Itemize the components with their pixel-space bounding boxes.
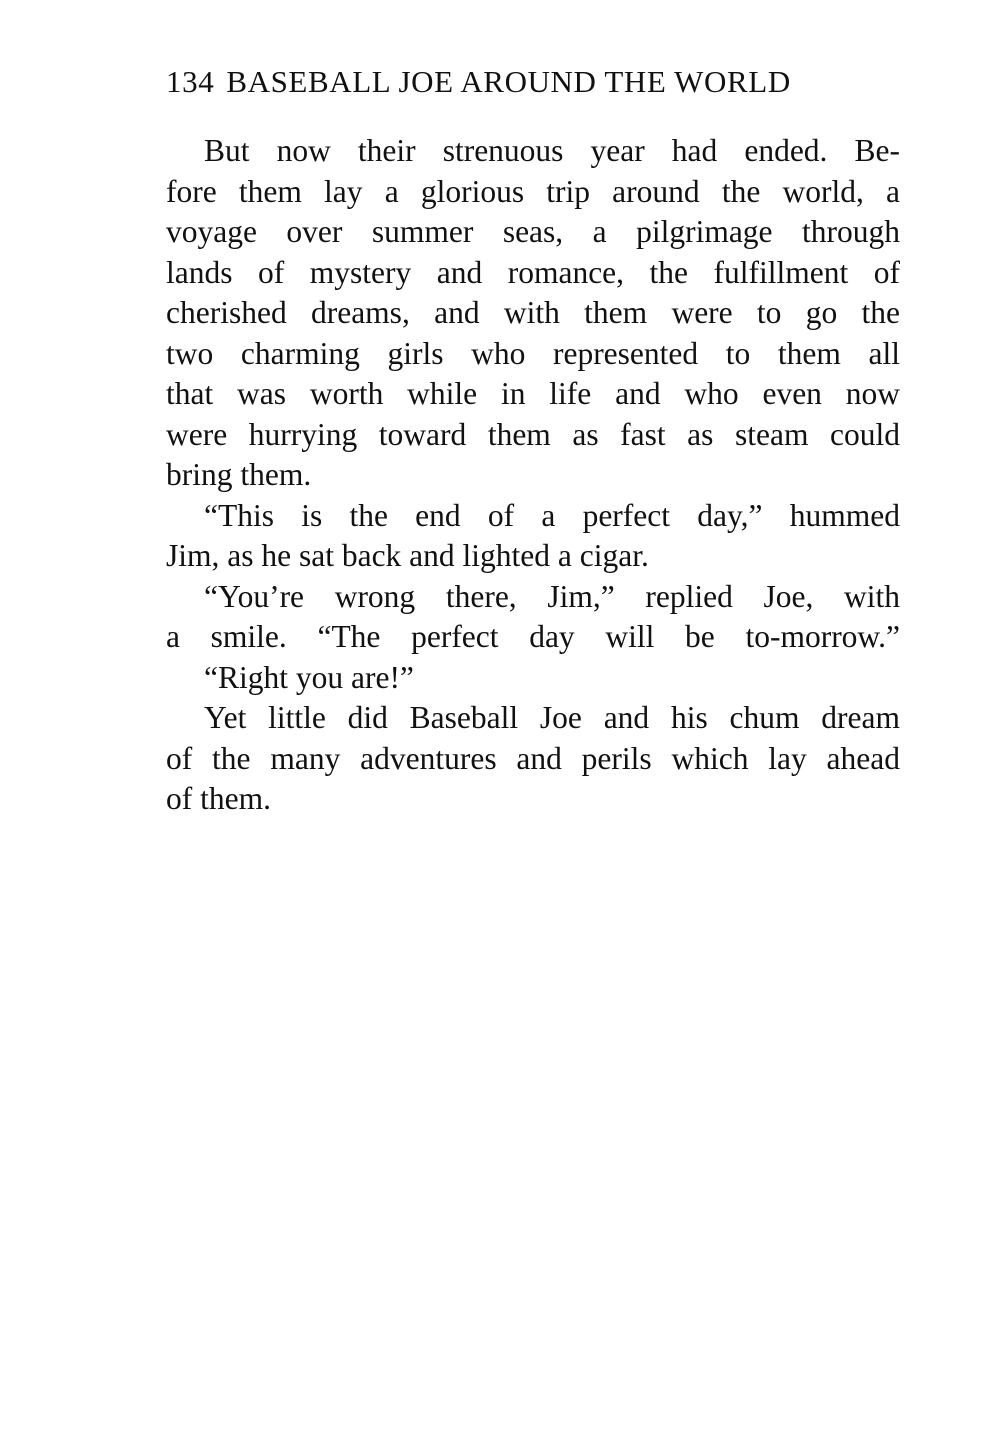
text-line: of them.: [166, 781, 271, 816]
text-line: two charming girls who represented to them all: [166, 335, 900, 371]
text-line: Jim, as he sat back and lighted a cigar.: [166, 538, 649, 573]
text-line: cherished dreams, and with them were to go the: [166, 295, 900, 330]
running-head: [166, 62, 906, 102]
text-line: fore them lay a glorious trip around the world, a: [166, 173, 900, 209]
text-line: lands of mystery and romance, the fulfillment of: [166, 254, 900, 290]
text-line: of the many adventures and perils which lay ahead: [166, 740, 900, 776]
text-line: bring them.: [166, 457, 312, 492]
running-title: BASEBALL JOE AROUND THE WORLD: [226, 64, 791, 99]
text-line: were hurrying toward them as fast as steam could: [166, 416, 900, 452]
text-line: “You’re wrong there, Jim,” replied Joe, with: [204, 578, 900, 614]
body-text: [166, 131, 900, 820]
text-line: “This is the end of a perfect day,” hummed: [204, 497, 900, 533]
text-line: that was worth while in life and who even now: [166, 376, 900, 411]
text-line: But now their strenuous year had ended. Be-: [204, 133, 900, 168]
text-line: a smile. “The perfect day will be to-morrow.”: [166, 619, 900, 654]
text-line: Yet little did Baseball Joe and his chum dream: [204, 700, 900, 735]
page-number: 134: [166, 64, 215, 99]
text-line: “Right you are!”: [204, 659, 414, 695]
text-line: voyage over summer seas, a pilgrimage through: [166, 214, 900, 249]
